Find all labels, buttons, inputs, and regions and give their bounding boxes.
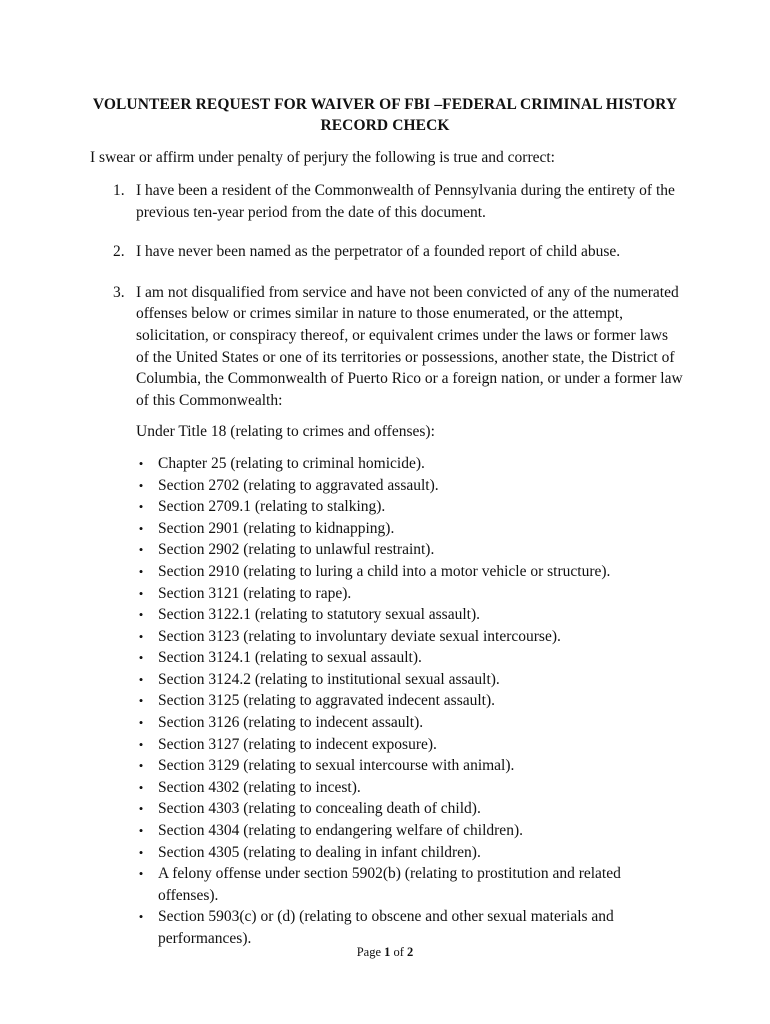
offense-list-item xyxy=(136,755,683,777)
offense-text: Section 2702 (relating to aggravated assault). xyxy=(158,476,439,494)
offense-text: Section 3122.1 (relating to statutory sexual assault). xyxy=(158,606,480,624)
offense-list-item xyxy=(136,777,683,799)
bullet-icon: • xyxy=(138,563,144,579)
list-item-3 xyxy=(113,282,683,950)
total-page-count: 2 xyxy=(407,945,414,959)
bullet-icon: • xyxy=(138,758,144,774)
page-footer xyxy=(0,944,770,960)
item-number: 1. xyxy=(113,182,125,199)
offense-list-item xyxy=(136,647,683,669)
document-title xyxy=(60,94,710,136)
item-text: I have never been named as the perpetrator of a founded report of child abuse. xyxy=(136,243,621,261)
title-line-1: VOLUNTEER REQUEST FOR WAIVER OF FBI –FEDERAL CRIMINAL HISTORY xyxy=(92,96,678,113)
offense-text: Section 2901 (relating to kidnapping). xyxy=(158,519,395,537)
offense-list-item xyxy=(136,518,683,540)
bullet-icon: • xyxy=(138,801,144,817)
offense-list-item xyxy=(136,604,683,626)
of-label: of xyxy=(393,945,404,959)
item-number: 3. xyxy=(113,283,125,301)
bullet-icon: • xyxy=(138,693,144,709)
item-text: I am not disqualified from service and have not been convicted of any of the numerated offenses below or crimes similar in nature to those enumerated, or the attempt, solicitation, or conspiracy thereof, or equivalent crimes under the laws or former laws of the United States or one of its territories or possessions, another state, the District of Columbia, the Commonwealth of Puerto Rico or a foreign nation, or under a former law of this Commonwealth: xyxy=(136,283,683,409)
offense-text: Section 3123 (relating to involuntary deviate sexual intercourse). xyxy=(158,627,561,645)
page-label: Page xyxy=(356,945,381,959)
item-number: 2. xyxy=(113,243,125,261)
offense-list-item xyxy=(136,690,683,712)
offense-text: A felony offense under section 5902(b) (relating to prostitution and related offenses). xyxy=(158,865,621,904)
offense-text: Section 4305 (relating to dealing in infant children). xyxy=(158,843,481,861)
bullet-icon: • xyxy=(138,736,144,752)
current-page-number: 1 xyxy=(384,945,391,959)
bullet-icon: • xyxy=(138,520,144,536)
offense-text: Section 5903(c) or (d) (relating to obscene and other sexual materials and performances). xyxy=(158,908,614,947)
bullet-icon: • xyxy=(138,499,144,515)
bullet-icon: • xyxy=(138,628,144,644)
offense-text: Section 3121 (relating to rape). xyxy=(158,584,352,602)
bullet-icon: • xyxy=(138,844,144,860)
bullet-icon: • xyxy=(138,585,144,601)
offense-text: Section 3124.2 (relating to institutional sexual assault). xyxy=(158,670,500,688)
list-item-2 xyxy=(113,241,683,263)
offense-list-item xyxy=(136,669,683,691)
offense-text: Section 4304 (relating to endangering welfare of children). xyxy=(158,822,523,840)
offense-text: Section 4302 (relating to incest). xyxy=(158,778,361,796)
offense-list-item xyxy=(136,475,683,497)
offense-list-item xyxy=(136,561,683,583)
offense-text: Section 2709.1 (relating to stalking). xyxy=(158,498,386,516)
offense-text: Section 3125 (relating to aggravated indecent assault). xyxy=(158,692,496,710)
offense-text: Section 3126 (relating to indecent assault). xyxy=(158,714,424,732)
title-line-2: RECORD CHECK xyxy=(320,117,450,134)
offense-list-item xyxy=(136,626,683,648)
bullet-icon: • xyxy=(138,650,144,666)
item-text: I have been a resident of the Commonwealth of Pennsylvania during the entirety of the previous ten-year period from the date of this document. xyxy=(136,182,675,221)
bullet-icon: • xyxy=(138,909,144,925)
numbered-list xyxy=(113,180,683,950)
offense-list-item xyxy=(136,583,683,605)
offense-list-item xyxy=(136,453,683,475)
bullet-icon: • xyxy=(138,477,144,493)
offense-list-item xyxy=(136,496,683,518)
bullet-icon: • xyxy=(138,823,144,839)
list-item-1 xyxy=(113,180,683,223)
bullet-icon: • xyxy=(138,455,144,471)
bullet-icon: • xyxy=(138,779,144,795)
offense-list-item xyxy=(136,734,683,756)
offense-list-item xyxy=(136,842,683,864)
title-18-subheading: Under Title 18 (relating to crimes and offenses): xyxy=(136,423,435,441)
intro-statement: I swear or affirm under penalty of perjury the following is true and correct: xyxy=(90,149,555,166)
offense-text: Chapter 25 (relating to criminal homicide). xyxy=(158,454,425,472)
bullet-icon: • xyxy=(138,607,144,623)
offense-text: Section 3124.1 (relating to sexual assault). xyxy=(158,649,422,667)
offense-bullet-list xyxy=(136,453,683,950)
offense-text: Section 2902 (relating to unlawful restraint). xyxy=(158,541,435,559)
offense-text: Section 2910 (relating to luring a child into a motor vehicle or structure). xyxy=(158,562,611,580)
offense-list-item xyxy=(136,712,683,734)
offense-text: Section 3129 (relating to sexual intercourse with animal). xyxy=(158,757,515,775)
offense-list-item xyxy=(136,798,683,820)
bullet-icon: • xyxy=(138,671,144,687)
offense-list-item xyxy=(136,820,683,842)
offense-list-item xyxy=(136,539,683,561)
offense-text: Section 3127 (relating to indecent exposure). xyxy=(158,735,437,753)
bullet-icon: • xyxy=(138,542,144,558)
bullet-icon: • xyxy=(138,715,144,731)
bullet-icon: • xyxy=(138,866,144,882)
offense-list-item xyxy=(136,863,683,906)
offense-text: Section 4303 (relating to concealing death of child). xyxy=(158,800,481,818)
